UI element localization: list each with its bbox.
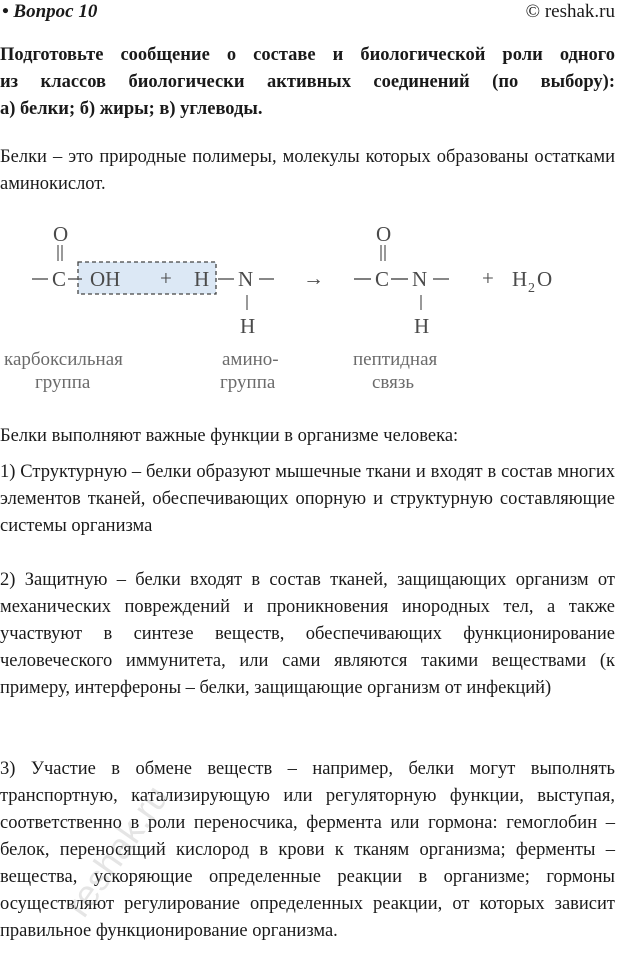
function-structural: 1) Структурную – белки образуют мышечные ткани и входят в состав многих элементов тканей, обеспечивающих опорную и структурную составляющие системы организма — [0, 462, 615, 536]
label-peptide-line2: связь — [372, 372, 415, 393]
plus-sign-2: + — [482, 266, 494, 290]
oxygen-left: O — [53, 222, 69, 246]
water-subscript: 2 — [528, 281, 535, 296]
watermark: reshak.ru — [56, 777, 177, 924]
function-protective: 2) Защитную – белки входят в состав тканей, защищающих организм от механических повреждений и проникновения инородных тел, а также участвуют в синтезе веществ, обеспечивающих функционирование человеческого иммунитета, или сами являются такими веществами (к примеру, интерфероны – белки, защищающие организм от инфекций) — [0, 570, 615, 698]
hydrogen-amino: H — [194, 267, 210, 291]
reaction-arrow: → — [303, 266, 324, 290]
task-line-3: а) белки; б) жиры; в) углеводы. — [0, 99, 263, 119]
hydroxyl-group: OH — [90, 267, 121, 291]
task-line-2: из классов биологически активных соединений (по выбору): — [0, 72, 615, 92]
intro-paragraph: Белки – это природные полимеры, молекулы которых образованы остатками аминокислот. — [0, 147, 615, 194]
label-amino-line2: группа — [220, 372, 276, 393]
label-carboxyl-line1: карбоксильная — [4, 349, 123, 370]
carbon-left: C — [52, 267, 67, 291]
nitrogen-left: N — [238, 267, 254, 291]
page-header — [0, 0, 617, 26]
hydrogen-below-right: H — [414, 314, 430, 338]
functions-intro: Белки выполняют важные функции в организме человека: — [0, 426, 459, 446]
carbon-right: C — [375, 267, 390, 291]
peptide-bond-scheme — [0, 215, 617, 405]
task-statement — [0, 42, 615, 123]
function-metabolism: 3) Участие в обмене веществ – например, белки могут выполнять транспортную, катализирующую или регуляторную функции, выступая, соответственно в роли переносчика, фермента или гормона: гемоглобин – белок, переносящий кислород в крови к тканям организма; ферменты – вещества, ускоряющие определенные реакции в организме; гормоны осуществляют регулирование определенных реакции, от которых зависит правильное функционирование организма. — [0, 759, 615, 941]
label-amino-line1: амино- — [222, 349, 279, 370]
plus-sign-1: + — [160, 266, 172, 290]
label-carboxyl-line2: группа — [35, 372, 91, 393]
oxygen-right: O — [376, 222, 392, 246]
water-hydrogen: H — [512, 267, 528, 291]
label-peptide-line1: пептидная — [353, 349, 438, 370]
site-credit: © reshak.ru — [525, 1, 615, 22]
reaction-diagram — [0, 215, 617, 405]
water-oxygen: O — [537, 267, 553, 291]
task-line-1: Подготовьте сообщение о составе и биологической роли одного — [0, 45, 615, 65]
nitrogen-right: N — [412, 267, 428, 291]
hydrogen-below-left: H — [240, 314, 256, 338]
question-number: • Вопрос 10 — [2, 1, 98, 22]
